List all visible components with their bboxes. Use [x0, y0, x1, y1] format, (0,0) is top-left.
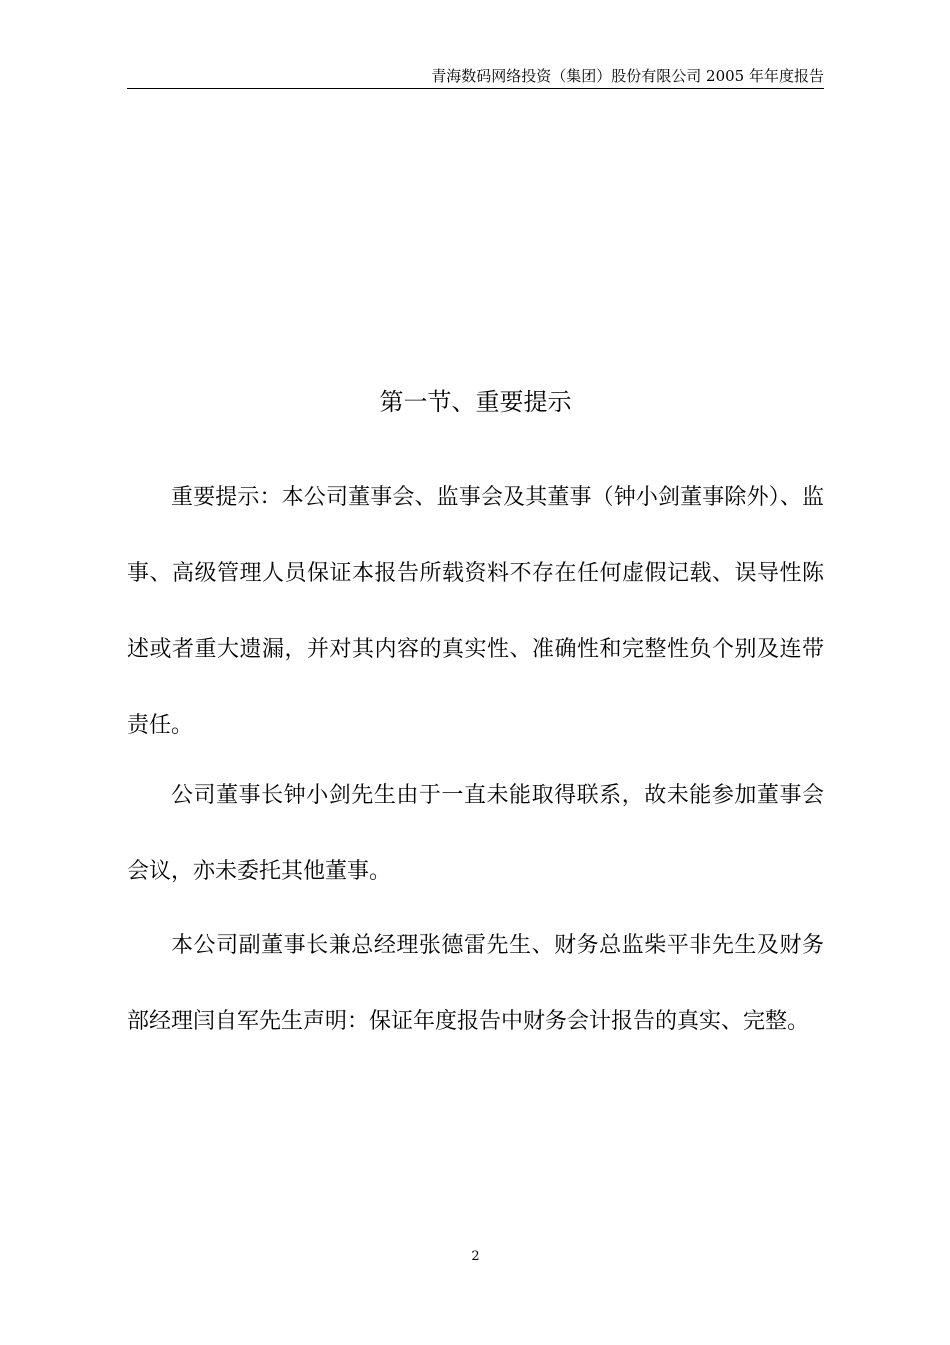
chairman-absence-paragraph: 公司董事长钟小剑先生由于一直未能取得联系，故未能参加董事会会议，亦未委托其他董事。: [127, 783, 824, 884]
financial-statement-declaration-paragraph: 本公司副董事长兼总经理张德雷先生、财务总监柴平非先生及财务部经理闫自军先生声明：保证年度报告中财务会计报告的真实、完整。: [127, 933, 824, 1034]
page-number: 2: [471, 1249, 480, 1264]
important-notice-paragraph: 重要提示：本公司董事会、监事会及其董事（钟小剑董事除外）、监事、高级管理人员保证本报告所载资料不存在任何虚假记载、误导性陈述或者重大遗漏，并对其内容的真实性、准确性和完整性负个别及连带责任。: [127, 485, 824, 738]
section-title: 第一节、重要提示: [379, 388, 572, 416]
running-header: 青海数码网络投资（集团）股份有限公司 2005 年年度报告: [431, 67, 824, 85]
header-rule: [127, 88, 824, 89]
